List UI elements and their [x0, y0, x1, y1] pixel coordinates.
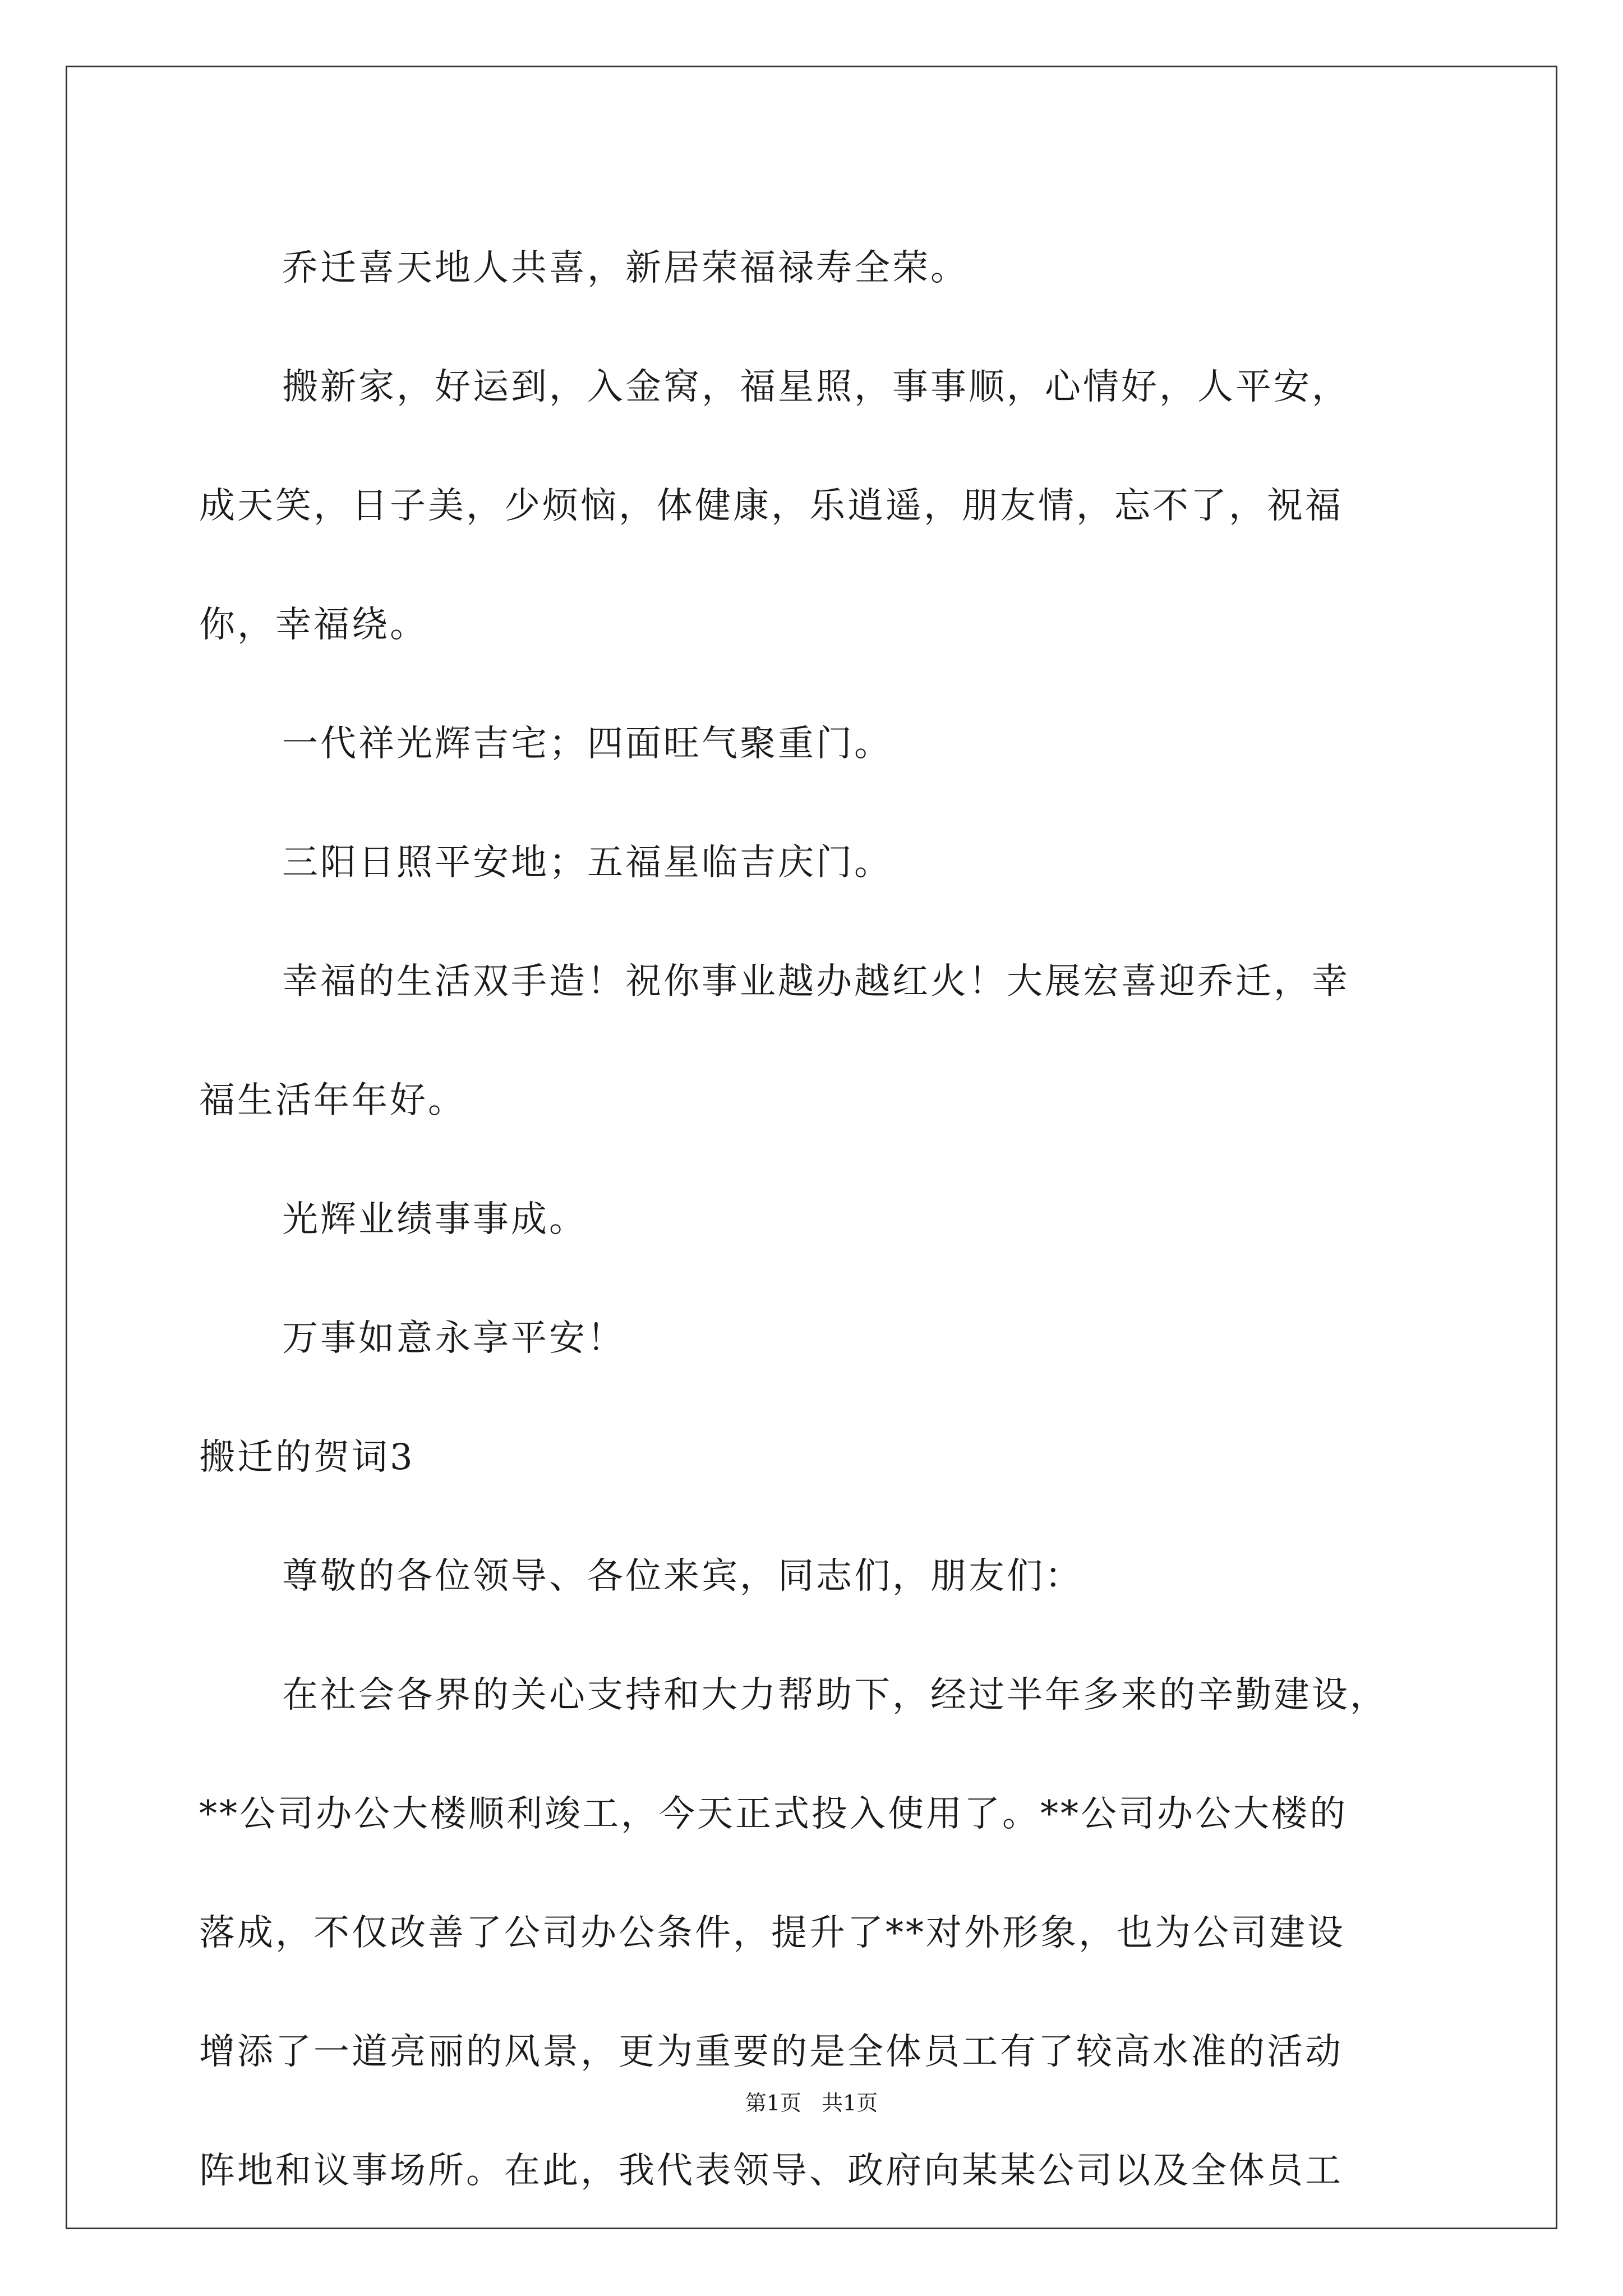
- paragraph-line: 幸福的生活双手造！祝你事业越办越红火！大展宏喜迎乔迁，幸: [282, 961, 1350, 1002]
- paragraph-line: 搬新家，好运到，入金窝，福星照，事事顺，心情好，人平安，: [282, 366, 1350, 408]
- paragraph: 乔迁喜天地人共喜，新居荣福禄寿全荣。: [282, 247, 969, 289]
- paragraph: 光辉业绩事事成。: [282, 1199, 587, 1240]
- paragraph: 三阳日照平安地；五福星临吉庆门。: [282, 842, 892, 884]
- paragraph-line: 福生活年年好。: [199, 1080, 466, 1121]
- paragraph: 一代祥光辉吉宅；四面旺气聚重门。: [282, 723, 892, 765]
- paragraph: 万事如意永享平安！: [282, 1318, 625, 1359]
- paragraph-line: 在社会各界的关心支持和大力帮助下，经过半年多来的辛勤建设，: [282, 1674, 1388, 1716]
- paragraph-line: 你，幸福绕。: [199, 604, 428, 646]
- paragraph-line: **公司办公大楼顺利竣工，今天正式投入使用了。**公司办公大楼的: [199, 1793, 1348, 1835]
- paragraph-line: 增添了一道亮丽的风景，更为重要的是全体员工有了较高水准的活动: [199, 2031, 1343, 2073]
- paragraph-line: 落成，不仅改善了公司办公条件，提升了**对外形象，也为公司建设: [199, 1912, 1345, 1954]
- paragraph: 尊敬的各位领导、各位来宾，同志们，朋友们：: [282, 1556, 1083, 1597]
- paragraph-line: 阵地和议事场所。在此，我代表领导、政府向某某公司以及全体员工: [199, 2150, 1343, 2192]
- document-body: [199, 209, 1433, 2230]
- paragraph-line: 成天笑，日子美，少烦恼，体健康，乐逍遥，朋友情，忘不了，祝福: [199, 485, 1343, 527]
- section-heading: 搬迁的贺词3: [199, 1437, 415, 1478]
- page-footer: 第1页 共1页: [745, 2091, 878, 2115]
